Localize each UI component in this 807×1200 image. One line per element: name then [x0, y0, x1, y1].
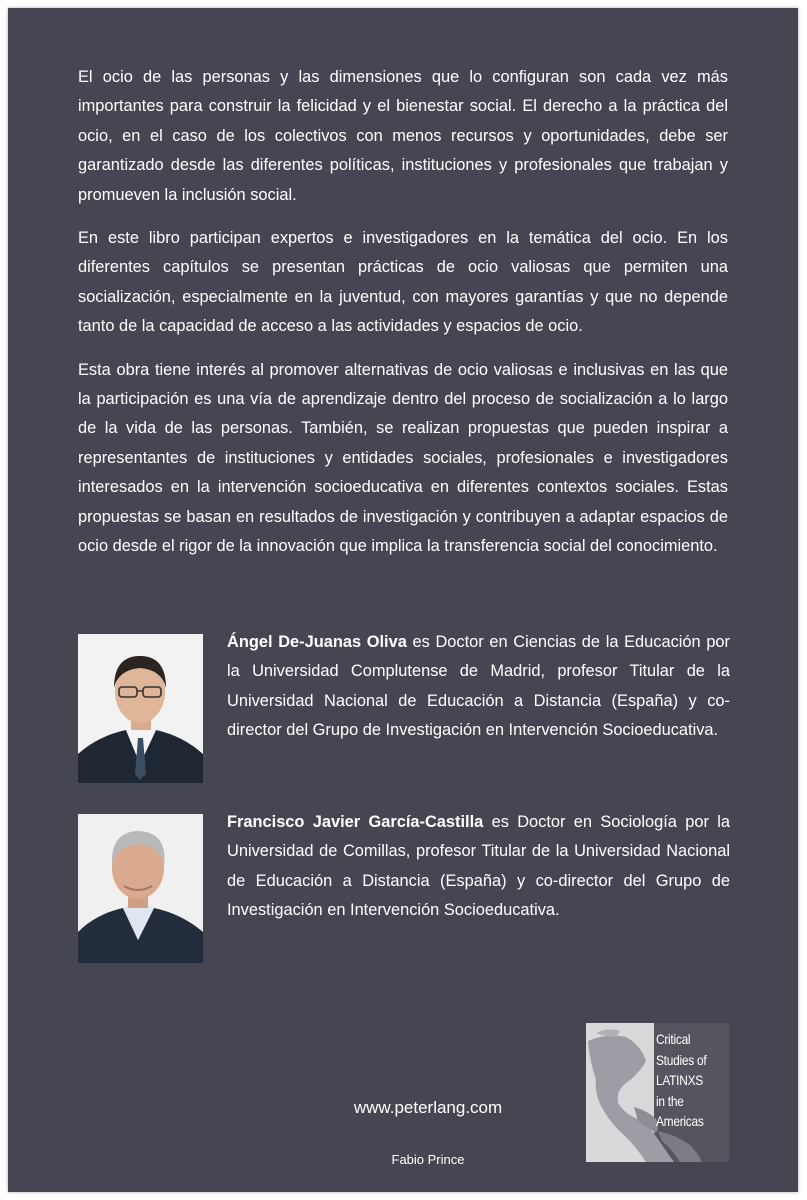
- blurb-paragraph-1: El ocio de las personas y las dimensiones que lo configuran son cada vez más importantes para construir la felicidad y el bienestar social. El derecho a la práctica del ocio, en el caso de los colectivos con menos recursos y oportunidades, debe ser garantizado desde las diferentes políticas, instituciones y profesionales que trabajan y promueven la inclusión social.: [78, 68, 728, 204]
- author-1-name: Ángel De-Juanas Oliva: [227, 633, 407, 651]
- series-line-1: Critical: [656, 1031, 691, 1047]
- author-2-bio-text: es Doctor en Sociología por la Universidad de Comillas, profesor Titular de la Universidad Nacional de Educación a Distancia (España) y co-director del Grupo de Investigación en Intervención Socioeducativa.: [227, 813, 730, 920]
- cover-design-credit: Fabio Prince: [391, 1152, 465, 1167]
- series-line-4: in the: [656, 1092, 684, 1109]
- blurb: [78, 63, 728, 576]
- author-1-photo: [78, 634, 203, 783]
- publisher-url[interactable]: www.peterlang.com: [353, 1098, 503, 1117]
- series-line-3: LATINXS: [656, 1072, 703, 1088]
- back-cover: [8, 8, 798, 1192]
- author-1-bio: [227, 628, 730, 746]
- blurb-paragraph-2: En este libro participan expertos e investigadores en la temática del ocio. En los diferentes capítulos se presentan prácticas de ocio valiosas que permiten una socialización, especialmente en la juventud, con mayores garantías y que no depende tanto de la capacidad de acceso a las actividades y espacios de ocio.: [78, 229, 728, 336]
- series-logo: [586, 1023, 729, 1162]
- series-line-5: Americas: [656, 1113, 704, 1129]
- author-2-photo: [78, 814, 203, 963]
- author-1-bio-text: es Doctor en Ciencias de la Educación por la Universidad Complutense de Madrid, profesor Titular de la Universidad Nacional de Educación a Distancia (España) y co-director del Grupo de Investigación en Intervención Socioeducativa.: [227, 633, 731, 740]
- author-2-bio: [227, 808, 730, 926]
- series-title: [656, 1029, 717, 1132]
- author-2-name: Francisco Javier García-Castilla: [227, 813, 484, 831]
- blurb-paragraph-3: Esta obra tiene interés al promover alternativas de ocio valiosas e inclusivas en las que la participación es una vía de aprendizaje dentro del proceso de socialización a lo largo de la vida de las personas. También, se realizan propuestas que pueden inspirar a representantes de instituciones y entidades sociales, profesionales e investigadores interesados en la intervención socioeducativa en diferentes contextos sociales. Estas propuestas se basan en resultados de investigación y contribuyen a adaptar espacios de ocio desde el rigor de la innovación que implica la transferencia social del conocimiento.: [78, 360, 728, 556]
- series-line-2: Studies of: [656, 1051, 707, 1068]
